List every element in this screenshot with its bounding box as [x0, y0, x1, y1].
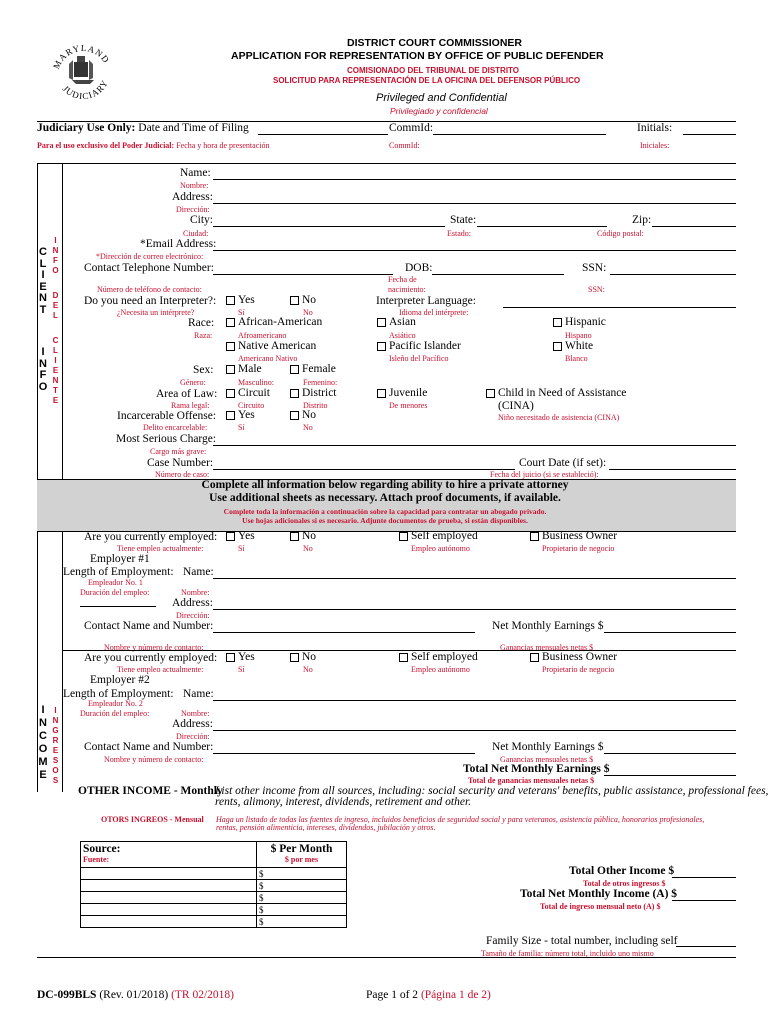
race-aa-es: Afroamericano: [238, 331, 287, 340]
total-other-income-label: Total Other Income $: [569, 865, 675, 877]
sex-female-es: Femenino:: [303, 378, 338, 387]
name-label-es: Nombre:: [180, 181, 209, 190]
employed-1-label-es: Tiene empleo actualmente:: [117, 544, 204, 553]
race-aa-checkbox[interactable]: [226, 318, 235, 327]
sex-label: Sex:: [193, 364, 214, 376]
net-2-field[interactable]: [604, 753, 736, 754]
other-income-heading-es: OTORS INGREOS - Mensual: [101, 815, 204, 824]
case-number-es: Número de caso:: [155, 470, 210, 479]
employer-1-name-field[interactable]: [213, 578, 736, 579]
side-letter: O: [52, 766, 59, 775]
employed-1-yes-es: Sí: [238, 544, 245, 553]
total-net-income-field[interactable]: [672, 900, 736, 901]
other-income-table: [80, 841, 347, 928]
phone-field[interactable]: [213, 274, 393, 275]
side-letter: I: [54, 236, 57, 245]
employed-2-self-es: Empleo autónomo: [411, 665, 470, 674]
sex-male-es: Masculino:: [238, 378, 274, 387]
race-white-es: Blanco: [565, 354, 588, 363]
net-1-field[interactable]: [604, 632, 736, 633]
area-of-law-es: Rama legal:: [171, 401, 210, 410]
net-2-label: Net Monthly Earnings $: [492, 741, 604, 753]
employer-1-name-label: Name:: [183, 566, 214, 578]
dob-field[interactable]: [432, 274, 564, 275]
side-letter: T: [53, 386, 58, 395]
employed-2-no-es: No: [303, 665, 313, 674]
race-na-label: Native American: [238, 340, 317, 352]
race-asian-checkbox[interactable]: [377, 318, 386, 327]
incarcerable-yes-label: Yes: [238, 409, 255, 421]
svg-text:MARYLAND: MARYLAND: [52, 42, 112, 71]
total-net-earnings-label: Total Net Monthly Earnings $: [463, 763, 610, 775]
side-letter: S: [52, 776, 59, 785]
interpreter-yes-es: Sí: [238, 308, 245, 317]
employed-2-label-es: Tiene empleo actualmente:: [117, 665, 204, 674]
employed-1-no-label: No: [302, 530, 317, 542]
interpreter-language-label: Interpreter Language:: [376, 295, 476, 307]
area-circuit-checkbox[interactable]: [226, 389, 235, 398]
side-letter: L: [39, 257, 47, 270]
side-letter: L: [53, 346, 58, 355]
source-header: Source: Fuente:: [81, 842, 257, 868]
commid-field[interactable]: [433, 134, 606, 135]
source-cell-4[interactable]: [81, 904, 257, 916]
interpreter-no-checkbox[interactable]: [290, 296, 299, 305]
race-hispanic-checkbox[interactable]: [553, 318, 562, 327]
side-letter: M: [38, 756, 48, 768]
court-date-label: Court Date (if set):: [519, 457, 607, 469]
phone-label: Contact Telephone Number:: [84, 262, 214, 274]
incarcerable-yes-es: Sí: [238, 423, 245, 432]
interpreter-label: Do you need an Interpreter?:: [84, 295, 217, 307]
side-letter: F: [39, 369, 47, 381]
sex-male-label: Male: [238, 363, 262, 375]
interpreter-no-label: No: [302, 294, 317, 306]
employed-2-owner-es: Propietario de negocio: [542, 665, 615, 674]
length-1-field[interactable]: [80, 606, 156, 607]
employed-1-yes-label: Yes: [238, 530, 255, 542]
employed-2-yes-label: Yes: [238, 651, 255, 663]
race-pi-checkbox[interactable]: [377, 342, 386, 351]
other-income-heading: OTHER INCOME - Monthly: [78, 785, 223, 797]
case-number-field[interactable]: [213, 469, 515, 470]
area-juvenile-es: De menores: [389, 401, 428, 410]
employed-1-label: Are you currently employed:: [84, 531, 218, 543]
side-letter: C: [39, 730, 47, 742]
form-subtitle-es: SOLICITUD PARA REPRESENTACIÓN DE LA OFICINA DEL DEFENSOR PÚBLICO: [273, 76, 581, 85]
side-letter: E: [52, 301, 59, 310]
side-letter: L: [53, 311, 58, 320]
employer-1-name-es: Nombre:: [181, 588, 210, 597]
side-letter: E: [52, 396, 59, 405]
net-1-label: Net Monthly Earnings $: [492, 620, 604, 632]
employer-2-address-field[interactable]: [213, 730, 736, 731]
employer-1-heading-es: Empleador No. 1: [88, 578, 143, 587]
email-field[interactable]: [213, 250, 736, 251]
side-letter: G: [52, 726, 59, 735]
other-income-desc-es-1: Haga un listado de todas las fuentes de ingreso, incluidos beneficios de seguridad social y para veteranos, asistencia pública, honorarios profesionales,: [216, 815, 705, 824]
employed-1-self-label: Self employed: [411, 530, 478, 542]
employer-2-address-label: Address:: [172, 718, 213, 730]
side-letter: O: [38, 743, 48, 755]
phone-label-es: Número de teléfono de contacto:: [97, 285, 202, 294]
area-district-es: Distrito: [303, 401, 328, 410]
commid-label-es: CommId:: [389, 141, 420, 150]
svg-text:JUDICIARY: JUDICIARY: [60, 77, 111, 100]
employed-1-owner-label: Business Owner: [542, 530, 618, 542]
interpreter-yes-label: Yes: [238, 294, 255, 306]
state-label: State:: [450, 214, 477, 226]
client-left-border: [37, 163, 38, 479]
employed-2-self-checkbox[interactable]: [399, 653, 408, 662]
employed-1-no-es: No: [303, 544, 313, 553]
other-income-desc-2: rents, alimony, interest, dividends, retirement and other.: [215, 796, 472, 808]
per-month-header: $ Per Month $ por mes: [257, 842, 347, 868]
side-letter: N: [52, 716, 59, 725]
instructions-line1-es: Complete toda la información a continuación sobre la capacidad para contratar un abogado privado.: [223, 507, 547, 516]
court-date-field[interactable]: [609, 469, 736, 470]
side-letter: I: [41, 269, 45, 281]
incarcerable-no-es: No: [303, 423, 313, 432]
side-letter: O: [52, 266, 59, 275]
employed-2-no-checkbox[interactable]: [290, 653, 299, 662]
sex-female-checkbox[interactable]: [290, 365, 299, 374]
judiciary-use-label-es: Para el uso exclusivo del Poder Judicial: Fecha y hora de presentación: [37, 141, 270, 150]
area-cina-checkbox[interactable]: [486, 389, 495, 398]
interpreter-no-es: No: [303, 308, 313, 317]
side-letter: O: [38, 380, 48, 393]
charge-label: Most Serious Charge:: [116, 433, 217, 445]
employed-2-self-label: Self employed: [411, 651, 478, 663]
area-district-label: District: [302, 387, 337, 399]
email-label-es: *Dirección de correo electrónico:: [96, 252, 204, 261]
side-letter: E: [52, 746, 59, 755]
race-asian-label: Asian: [389, 316, 416, 328]
length-2-es: Duración del empleo:: [80, 709, 150, 718]
employed-1-yes-checkbox[interactable]: [226, 532, 235, 541]
employed-2-yes-es: Sí: [238, 665, 245, 674]
employed-1-owner-es: Propietario de negocio: [542, 544, 615, 553]
side-letter: I: [54, 356, 57, 365]
form-title: DISTRICT COURT COMMISSIONER: [347, 37, 522, 49]
race-label-es: Raza:: [194, 331, 213, 340]
ssn-label: SSN:: [582, 262, 607, 274]
employed-1-no-checkbox[interactable]: [290, 532, 299, 541]
employer-1-address-label: Address:: [172, 597, 213, 609]
side-letter: N: [39, 357, 47, 370]
contact-1-field[interactable]: [213, 632, 475, 633]
side-letter: C: [39, 246, 47, 258]
total-other-income-es: Total de otros ingresos $: [583, 879, 666, 888]
zip-field[interactable]: [652, 226, 736, 227]
interpreter-language-es: Idioma del intérprete:: [399, 308, 469, 317]
length-1-label: Length of Employment:: [63, 566, 174, 578]
judiciary-seal: [52, 42, 114, 100]
court-date-es: Fecha del juicio (si se estableció):: [490, 470, 599, 479]
total-other-income-field[interactable]: [672, 877, 736, 878]
family-size-es: Tamaño de familia: número total, incluido uno mismo: [481, 949, 654, 958]
employed-2-yes-checkbox[interactable]: [226, 653, 235, 662]
side-letter: F: [53, 256, 58, 265]
area-circuit-es: Circuito: [238, 401, 265, 410]
employer-divider: [62, 650, 736, 651]
page-number: Page 1 of 2 (Página 1 de 2): [366, 989, 491, 1001]
source-cell-2[interactable]: [81, 880, 257, 892]
employed-2-no-label: No: [302, 651, 317, 663]
name-field[interactable]: [213, 179, 736, 180]
client-side-divider: [62, 163, 63, 479]
form-title-es: COMISIONADO DEL TRIBUNAL DE DISTRITO: [347, 66, 520, 75]
employer-2-name-field[interactable]: [213, 700, 736, 701]
race-aa-label: African-American: [238, 316, 323, 328]
initials-field[interactable]: [683, 134, 736, 135]
sex-male-checkbox[interactable]: [226, 365, 235, 374]
interpreter-language-field[interactable]: [503, 307, 736, 308]
incarcerable-no-label: No: [302, 409, 317, 421]
area-cina-label: Child in Need of Assistance: [498, 387, 627, 399]
form-number: DC-099BLS (Rev. 01/2018) (TR 02/2018): [37, 989, 235, 1001]
side-letter: N: [52, 376, 59, 385]
form-subtitle: APPLICATION FOR REPRESENTATION BY OFFICE OF PUBLIC DEFENDER: [231, 50, 604, 62]
commid-label: CommId:: [389, 122, 434, 134]
instructions-line2: Use additional sheets as necessary. Attach proof documents, if available.: [209, 492, 561, 504]
area-circuit-label: Circuit: [238, 387, 270, 399]
race-label: Race:: [188, 317, 215, 329]
side-letter: N: [52, 246, 59, 255]
side-letter: T: [39, 303, 47, 316]
total-net-earnings-field[interactable]: [604, 775, 736, 776]
source-cell-3[interactable]: [81, 892, 257, 904]
employed-1-owner-checkbox[interactable]: [530, 532, 539, 541]
side-letter: I: [54, 706, 57, 715]
area-of-law-label: Area of Law:: [156, 388, 218, 400]
email-label: *Email Address:: [140, 238, 217, 250]
amount-cell-2[interactable]: $: [257, 880, 347, 892]
name-label: Name:: [180, 167, 211, 179]
employer-2-name-label: Name:: [183, 688, 214, 700]
address-label: Address:: [172, 191, 213, 203]
length-1-es: Duración del empleo:: [80, 588, 150, 597]
amount-cell-1[interactable]: $: [257, 868, 347, 880]
incarcerable-label: Incarcerable Offense:: [117, 410, 217, 422]
sex-label-es: Género:: [180, 378, 206, 387]
other-income-desc-es-2: rentas, pensión alimenticia, intereses, dividendos, jubilación y otros.: [216, 823, 436, 832]
interpreter-label-es: ¿Necesita un intérprete?: [117, 308, 195, 317]
area-cina-es: Niño necesitado de asistencia (CINA): [498, 413, 620, 422]
employer-1-address-es: Dirección:: [176, 611, 210, 620]
employed-1-self-es: Empleo autónomo: [411, 544, 470, 553]
race-asian-es: Asiático: [389, 331, 416, 340]
employed-2-owner-checkbox[interactable]: [530, 653, 539, 662]
side-letter: C: [52, 336, 59, 345]
area-juvenile-checkbox[interactable]: [377, 389, 386, 398]
dob-label: DOB:: [405, 262, 433, 274]
employed-2-owner-label: Business Owner: [542, 651, 618, 663]
initials-label: Initials:: [637, 122, 673, 134]
instructions-line2-es: Use hojas adicionales si es necesario. Adjunte documentos de prueba, si están disponibles.: [242, 516, 528, 525]
side-letter: E: [39, 280, 47, 293]
zip-label: Zip:: [632, 214, 652, 226]
side-letter: I: [41, 704, 45, 716]
state-label-es: Estado:: [447, 229, 471, 238]
net-2-es: Ganancias mensuales netas $: [500, 755, 594, 764]
total-net-income-es: Total de ingreso mensual neto (A) $: [540, 902, 661, 911]
source-cell-1[interactable]: [81, 868, 257, 880]
area-cina-abbr: (CINA): [498, 400, 534, 412]
total-net-income-label: Total Net Monthly Income (A) $: [520, 888, 678, 900]
state-field[interactable]: [477, 226, 607, 227]
filing-date-field[interactable]: [258, 134, 388, 135]
city-field[interactable]: [213, 226, 445, 227]
net-1-es: Ganancias mensuales netas $: [500, 643, 594, 652]
race-white-checkbox[interactable]: [553, 342, 562, 351]
side-letter: R: [52, 736, 59, 745]
charge-field[interactable]: [213, 445, 736, 446]
family-size-label: Family Size - total number, including self: [486, 935, 678, 947]
client-section-top: [37, 163, 736, 164]
case-number-label: Case Number:: [147, 457, 214, 469]
side-letter: I: [41, 346, 45, 358]
race-na-checkbox[interactable]: [226, 342, 235, 351]
employer-2-heading-es: Empleador No. 2: [88, 699, 143, 708]
race-hispanic-es: Hispano: [565, 331, 592, 340]
incarcerable-yes-checkbox[interactable]: [226, 411, 235, 420]
race-na-es: Americano Nativo: [238, 354, 298, 363]
area-juvenile-label: Juvenile: [389, 387, 428, 399]
family-size-field[interactable]: [676, 946, 736, 947]
confidential-label: Privileged and Confidential: [376, 92, 507, 104]
zip-label-es: Código postal:: [597, 229, 644, 238]
charge-label-es: Cargo más grave:: [150, 447, 207, 456]
contact-2-field[interactable]: [213, 753, 475, 754]
employer-1-address-field[interactable]: [213, 609, 736, 610]
employed-2-label: Are you currently employed:: [84, 652, 218, 664]
interpreter-yes-checkbox[interactable]: [226, 296, 235, 305]
city-label: City:: [190, 214, 214, 226]
initials-label-es: Iniciales:: [640, 141, 670, 150]
employer-2-address-es: Dirección:: [176, 732, 210, 741]
contact-2-es: Nombre y número de contacto:: [104, 755, 204, 764]
employed-1-self-checkbox[interactable]: [399, 532, 408, 541]
ssn-field[interactable]: [610, 274, 736, 275]
side-letter: N: [39, 292, 47, 304]
employer-2-heading: Employer #2: [90, 674, 150, 686]
race-white-label: White: [565, 340, 594, 352]
race-pi-label: Pacific Islander: [389, 340, 461, 352]
incarcerable-no-checkbox[interactable]: [290, 411, 299, 420]
instructions-line1: Complete all information below regarding ability to hire a private attorney: [201, 479, 569, 491]
source-cell-5[interactable]: [81, 916, 257, 928]
form-bottom-border: [37, 957, 736, 958]
side-letter: S: [52, 756, 59, 765]
total-net-earnings-es: Total de ganancias mensuales netas $: [468, 776, 595, 785]
race-hispanic-label: Hispanic: [565, 316, 606, 328]
contact-1-label: Contact Name and Number:: [84, 620, 214, 632]
incarcerable-label-es: Delito encarcelable:: [143, 423, 208, 432]
other-income-desc-1: List other income from all sources, including: social security and veterans' benefits, public assistance, professional fees,: [215, 785, 769, 797]
side-letter: N: [39, 717, 47, 729]
amount-cell-3[interactable]: $: [257, 892, 347, 904]
city-label-es: Ciudad:: [183, 229, 209, 238]
employer-2-name-es: Nombre:: [181, 709, 210, 718]
side-letter: E: [39, 769, 47, 781]
judiciary-use-label: Judiciary Use Only: Date and Time of Filing: [37, 122, 249, 134]
length-2-label: Length of Employment:: [63, 688, 174, 700]
address-field[interactable]: [213, 203, 736, 204]
address-label-es: Dirección:: [176, 205, 210, 214]
amount-cell-5[interactable]: $: [257, 916, 347, 928]
employer-1-heading: Employer #1: [90, 553, 150, 565]
sex-female-label: Female: [302, 363, 336, 375]
contact-1-es: Nombre y número de contacto:: [104, 643, 204, 652]
amount-cell-4[interactable]: $: [257, 904, 347, 916]
ssn-label-es: SSN:: [588, 285, 605, 294]
contact-2-label: Contact Name and Number:: [84, 741, 214, 753]
side-letter: D: [52, 291, 59, 300]
side-letter: E: [52, 366, 59, 375]
dob-label-es: Fecha de nacimiento:: [388, 275, 426, 294]
area-district-checkbox[interactable]: [290, 389, 299, 398]
race-pi-es: Isleño del Pacífico: [389, 354, 449, 363]
confidential-label-es: Privilegiado y confidencial: [390, 106, 488, 116]
